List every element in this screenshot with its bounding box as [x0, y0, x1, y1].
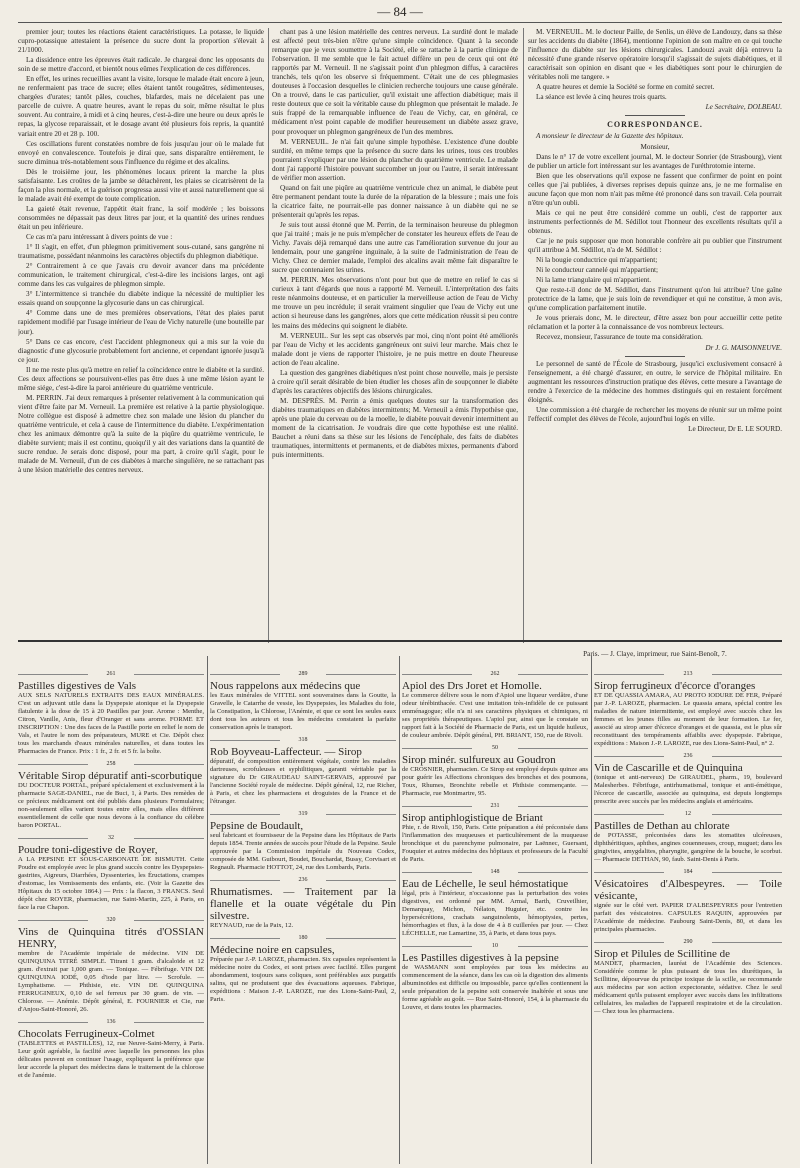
ad-number: 319 [210, 810, 396, 818]
section-rule [625, 356, 685, 357]
ad-number: 261 [18, 670, 204, 678]
ads-column-3 [402, 668, 588, 1164]
ad-body: Le commerce délivre sous le nom d'Apiol une liqueur verdâtre, d'une odeur térébinthacée. C'est une imitation très-infidèle de ce puissant emménagogue; elle n'a ni ses caractères physiques et chimiques, ni ses propriétés thérapeutiques. L'apiol pur, ainsi que le constate un rapport fait à la Société de Pharmacie de Paris, est un liquide huileux, de couleur ambrée. Dépôt général, PH. BRIANT, 150, rue de Rivoli. [402, 692, 588, 739]
advertisement [402, 802, 588, 864]
ad-title: Pastilles digestives de Vals [18, 680, 137, 692]
ad-number: 231 [402, 802, 588, 810]
ad-title: Médecine noire en capsules, [210, 944, 335, 956]
advertisement [18, 1018, 204, 1080]
advertisement [210, 876, 396, 930]
paragraph: 5° Dans ce cas encore, c'est l'accident phlegmoneux qui a mis sur la voie du diagnostic d'une glycosurie probablement fort ancienne, et cependant ignorée jusqu'à ce jour. [18, 337, 264, 364]
article-column-1 [18, 28, 264, 648]
advertisement [210, 810, 396, 872]
column-divider [523, 28, 524, 643]
section-rule [625, 115, 685, 116]
letter-intro: A monsieur le directeur de la Gazette des hôpitaux. [536, 132, 684, 141]
ad-number: 213 [594, 670, 782, 678]
column-divider [268, 28, 269, 643]
ad-number: 236 [210, 876, 396, 884]
ad-title: Sirop ferrugineux d'écorce d'oranges [594, 680, 756, 692]
ad-title: Vins de Quinquina titrés d'OSSIAN HENRY, [18, 926, 204, 950]
ad-title: Sirop minér. sulfureux au Goudron [402, 754, 556, 766]
letter-signature: Dr J. G. MAISONNEUVE. [705, 343, 782, 352]
ad-number: 136 [18, 1018, 204, 1026]
ad-title: Chocolats Ferrugineux-Colmet [18, 1028, 155, 1040]
ad-body: REYNAUD, rue de la Paix, 12. [210, 922, 294, 929]
ad-title: Véritable Sirop dépuratif anti-scorbutique [18, 770, 203, 782]
paragraph: Ces oscillations furent constatées nombre de fois jusqu'au jour où le malade fut envoyé en convalescence. Toutefois je dirai que, sans disparaître entièrement, le sucre diminua très-notablement sous l'influence du régime et des alcalins. [18, 139, 264, 166]
ad-body: (tonique et anti-nerveux) De GIRAUDEL, pharm., 19, boulevard Malesherbes. Fébrifuge, antirhumatismal, tonique et anti-émétique, l'écorce de cascarille, associée au quinquina, est depuis longtemps prescrite avec succès par les médecins anglais et américains. [594, 774, 782, 805]
paragraph: A quatre heures et demie la Société se forme en comité secret. [536, 83, 715, 92]
paragraph: Le personnel de santé de l'École de Strasbourg, jusqu'ici exclusivement consacré à l'enseignement, a été chargé d'assurer, en outre, le service de l'hôpital militaire. En augmentant les ressources d'instruction pratique des élèves, cette mesure a l'avantage de rendre à l'exercice de la médecine des hommes distingués qui en restaient forcément éloignés. [528, 359, 782, 404]
ad-body: MANDET, pharmacien, lauréat de l'Académie des Sciences. Considérée comme le plus puissant de tous les diurétiques, la Scillitine, dépourvue du principe toxique de la scille, se recommande aux médecins par son action expectorante, sédative. Chez le seul médicament qu'ils puissent employer avec succès dans les infiltrations cellulaires, les maladies de l'appareil respiratoire et de la circulation. — Chez tous les pharmaciens. [594, 960, 782, 1015]
paragraph: Que reste-t-il donc de M. Sédillot, dans l'instrument qu'on lui attribue? Une gaîne protectrice de la lame, que je suis loin de revendiquer et qui ne constitue, à mon avis, qu'une complication parfaitement inutile. [528, 286, 782, 313]
ad-body: AUX SELS NATURELS EXTRAITS DES EAUX MINÉRALES. C'est un adjuvant utile dans la Dyspepsie atonique et la Dyspepsie flatulente à la dose de 15 à 20 Pastilles par jour. Arome : Menthe, Citron, Vanille, Anis, fleur d'Oranger et sans arome. FORME ET INSCRIPTION : Une des faces de la Pastille porte en relief le nom de Vals, et l'autre le nom des préparateurs, MURE et Cie. Dépôt chez tous les marchands d'eaux minérales naturelles, et dans toutes les Pharmacies de France. Prix : 1 fr., 2 fr. et 5 fr. la boîte. [18, 692, 204, 755]
paragraph: M. PERRIN. J'ai deux remarques à présenter relativement à la communication qui vient d'être faite par M. Verneuil. La première est relative à la partie physiologique. Notre collègue est disposé à admettre chez son malade une lésion du plancher du quatrième ventricule, et cela à cause de l'intermittence du diabète. L'expérimentation chez les animaux démontre qu'à la suite de la piqûre du quatrième ventricule, le diabète survient; mais il est continu, quoiqu'il y ait des variations dans la quantité de sucre rendue. Je serais donc disposé, pour ma part, à croire qu'il s'agit, pour le malade de M. Verneuil, d'un de ces diabètes à marche singulière, ne se rattachant pas à une lésion matérielle des centres nerveux. [18, 393, 264, 475]
ad-number: 290 [594, 938, 782, 946]
ad-body: de CROSNIER, pharmacien. Ce Sirop est employé depuis quinze ans pour guérir les Affections chroniques des bronches et des poumons, Toux, Rhumes, Bronchite rebelle et Phthisie commençante. — Pharmacie, rue Montmartre, 95. [402, 766, 588, 797]
paragraph: chant pas à une lésion matérielle des centres nerveux. La surdité dont le malade est affecté peut très-bien n'être qu'une simple coïncidence. Quant à la seconde remarque que je veux soumettre à la Société, elle se rattache à la partie clinique de l'observation. Il me semble que le fait actuel diffère un peu de ceux qui ont été rapportés par M. Verneuil. Il ne s'agissait point d'un phlegmon diffus, à caractères tranchés, tels qu'on les observe si fréquemment. C'était une de ces phlegmasies douteuses à l'occasion desquelles le clinicien recherche toujours une cause générale. On a trouvé, dans le cas particulier, qu'il existait une affection diabétique; mais il reste douteux que ce soit la véritable cause du phlegmon que présentait le malade. Je suis frappé de la remarquable influence de l'eau de Vichy, car, en général, ce médicament n'est point capable de modifier heureusement un diabète assez grave, pour provoquer un phlegmon gangréneux de l'un des membres. [272, 28, 518, 136]
ad-number: 236 [594, 752, 782, 760]
ads-column-4 [594, 668, 782, 1164]
paragraph: Dès le troisième jour, les phénomènes locaux prirent la marche la plus satisfaisante. Les croûtes de la jambe se détachèrent, les plaies se cicatrisèrent de la façon la plus normale, et la guérison progressa aussi vite et aussi naturellement que si le malade avait été exempt de toute complication. [18, 167, 264, 203]
advertisement [18, 834, 204, 912]
ad-number: 148 [402, 868, 588, 876]
paragraph: M. PERRIN. Mes observations n'ont pour but que de mettre en relief le cas si curieux à tant d'égards que nous a rapporté M. Verneuil. L'interprétation des faits reste néanmoins douteuse, et en particulier la merveilleuse action de l'eau de Vichy me trouve un peu incrédule; il serait vraiment singulier que l'eau de Vichy eut une action si heureuse dans les gangrènes, alors que cette médication réussit si peu contre les mains des médecins qui soignent le diabète. [272, 276, 518, 330]
ad-body: seul fabricant et fournisseur de la Pepsine dans les Hôpitaux de Paris depuis 1854. Trente années de succès pour l'étude de la Pepsine. Seule approuvée par la Commission impériale du Nouveau Codex, composée de MM. Guibourt, Boudet, Bouchardat, Bussy, Corvisart et Regnault. Pharmacie HOTTOT, 24, rue des Lombards, Paris. [210, 832, 396, 871]
paragraph: Je suis tout aussi étonné que M. Perrin, de la terminaison heureuse du phlegmon que j'ai traité ; mais je ne puis m'empêcher de constater les heureux effets de l'eau de Vichy. J'avais déjà remarqué dans une autre cas l'amélioration survenue du jour au lendemain, pour une gangrène inguinale, à la suite de l'administration de l'eau de Vichy. Chez ce dernier malade, l'emploi des alcalins avait même fait disparaître le sucre que contenaient les urines. [272, 220, 518, 275]
ad-body: de WASMANN sont employées par tous les médecins au commencement de la séance, dans les cas où la digestion des aliments albuminoïdes est difficile ou impossible, parce qu'elles contiennent la seule préparation de la pepsine soit conservée inaltérée et sous une forme agréable au goût. — Rue Saint-Honoré, 154, à la pharmacie du Louvre, et dans toutes les pharmacies. [402, 964, 588, 1011]
ad-title: Pepsine de Boudault, [210, 820, 304, 832]
paragraph: Car je ne puis supposer que mon honorable confrère ait pu oublier que l'instrument qu'il attribue à M. Sédillot, n'a de M. Sédillot : [528, 236, 782, 255]
paragraph: Ce cas m'a paru intéressant à divers points de vue : [26, 233, 173, 242]
ad-number: 184 [594, 868, 782, 876]
advertisement [210, 934, 396, 1004]
ad-title: Sirop et Pilules de Scillitine de [594, 948, 730, 960]
advertisement [594, 670, 782, 748]
paragraph: Ni la bougie conductrice qui m'appartient; [536, 256, 658, 265]
ad-body: de POTASSE, préconisées dans les stomatites ulcéreuses, diphthéritiques, aphthes, angines couenneuses, croup, muguet; dans les gingivites, amygdalites, pharyngite, gangrène de la bouche, le scorbut. — Pharmacie DETHAN, 90, faub. Saint-Denis à Paris. [594, 832, 782, 863]
ad-title: Rhumatismes. — Traitement par la flanelle et la ouate végétale du Pin silvestre. [210, 886, 396, 922]
column-divider [399, 656, 400, 1164]
advertisement [402, 670, 588, 740]
ads-column-1 [18, 668, 204, 1164]
ad-number: 320 [18, 916, 204, 924]
ad-body: ET DE QUASSIA AMARA, AU PROTO IODURE DE FER, Préparé par J.-P. LAROZE, pharmacien. Le quassia amara, spécial contre les maladies de nature intermittente, est employé avec succès chez les femmes et les jeunes filles au moment de leur formation. Le fer, associé au sirop amer d'écorce d'oranges et de quassia, est le plus sûr reconstituant des tempéraments affaiblis avec dyspepsie. Fabrique, expéditions : Maison J.-P. LAROZE, rue des Lions-Saint-Paul, n° 2. [594, 692, 782, 747]
ad-body: les Eaux minérales de VITTEL sont souveraines dans la Goutte, la Gravelle, le Catarrhe de vessie, les Dyspepsies, les Maladies du foie, la Constipation, la Chlorose, l'Anémie, et que ce sont les seules eaux dont tous les auteurs et tous les médecins constatent la parfaite conservation après le transport. [210, 692, 396, 731]
printer-line: Paris. — J. Claye, imprimeur, rue Saint-Benoît, 7. [583, 650, 727, 658]
paragraph: M. VERNEUIL. M. le docteur Paille, de Senlis, un élève de Landouzy, dans sa thèse sur les accidents du diabète (1864), mentionne l'opinion de son maître en ce qui touche l'influence du diabète sur les lésions chirurgicales. Landouzi avait déjà entrevu la nécessité d'une grande réserve opératoire lorsqu'il s'agissait de sujets diabétiques, et il caractérisait son opinion en disant que « les diabétiques sont pour le chirurgien de véritables noli me tangere. » [528, 28, 782, 82]
paragraph: Il ne me reste plus qu'à mettre en relief la coïncidence entre le diabète et la surdité. Ces deux affections se poursuivent-elles pas être dues à une même lésion ayant le même siége, c'est-à-dire la paroi antérieure du quatrième ventricule. [18, 365, 264, 392]
ad-number: 12 [594, 810, 782, 818]
header-rule [18, 22, 782, 23]
advertisement [594, 938, 782, 1016]
ad-body: (TABLETTES et PASTILLES), 12, rue Neuve-Saint-Merry, à Paris. Leur goût agréable, la facilité avec laquelle les personnes les plus délicates peuvent en continuer l'usage, expliquent la préférence que leur accorde la plupart des médecins dans le traitement de la chlorose et de l'anémie. [18, 1040, 204, 1079]
paragraph: Recevez, monsieur, l'assurance de toute ma considération. [536, 333, 703, 342]
section-title: CORRESPONDANCE. [607, 120, 703, 130]
paragraph: Bien que les observations qu'il expose ne fassent que confirmer de point en point celles que j'ai publiées, à diverses reprises depuis quinze ans, je ne me formalise en aucune façon que mon nom n'ait pas même été prononcé dans son travail. Cela pourrait n'être qu'un oubli. [528, 171, 782, 207]
ad-title: Rob Boyveau-Laffecteur. — Sirop [210, 746, 362, 758]
ad-title: Pastilles de Dethan au chlorate [594, 820, 730, 832]
ad-body: DU DOCTEUR PORTAL, préparé spécialement et exclusivement à la pharmacie SAGE-DANIEL, rue de Buci, 1, à Paris. Des remèdes de ce précieux médicament ont été publiés dans plusieurs Formulaires; non-seulement elles varient toutes entre elles, mais elles diffèrent essentiellement de celle que nous devons à la confiance du célèbre baron PORTAL. [18, 782, 204, 829]
paragraph: 2° Contrairement à ce que j'avais cru devoir avancer dans ma précédente communication, le traitement chirurgical, c'est-à-dire les incisions larges, ont agi comme dans les cas vulgaires de phlegmon simple. [18, 262, 264, 289]
ad-title: Poudre toni-digestive de Royer, [18, 844, 158, 856]
paragraph: Dans le n° 17 de votre excellent journal, M. le docteur Sonrier (de Strasbourg), vient de publier un article fort intéressant sur les avantages de l'uréthrotomie interne. [528, 152, 782, 170]
column-divider [591, 656, 592, 1164]
ad-body: membre de l'Académie impériale de médecine. VIN DE QUINQUINA TITRÉ SIMPLE. Titrant 1 gram. d'alcaloïde et 12 gram. d'extrait par 1,000 gram. — Tonique. — Fébrifuge. VIN DE QUINQUINA IODÉ, 0,05 d'iode par litre. — Scrofule. — Lymphatisme. — Phthisie, etc. VIN DE QUINQUINA FERRUGINEUX, 0,10 de sel ferreux par 30 gram. de vin. — Chlorose. — Anémie. Dépôt général, E. FOURNIER et Cie, rue d'Anjou-Saint-Honoré, 26. [18, 950, 204, 1013]
ads-column-2 [210, 668, 396, 1164]
paragraph: Ni le conducteur cannelé qui m'appartient; [536, 266, 659, 275]
advertisement [402, 868, 588, 938]
paragraph: La gaieté était revenue, l'appétit était franc, la soif modérée ; les boissons consommées ne dépassait pas deux litres par jour, et la quantité des urines rendues était un peu inférieure. [18, 204, 264, 231]
director-signature: Le Directeur, Dr E. LE SOURD. [688, 424, 782, 433]
paragraph: 4° Comme dans une de mes premières observations, l'état des plaies parut rapidement modifié par l'usage intérieur de l'eau de Vichy naturelle (une bouteille par jour). [18, 309, 264, 336]
page-number: — 84 — [377, 4, 423, 19]
ad-title: Vésicatoires d'Albespeyres. — Toile vésicante, [594, 878, 782, 902]
paragraph: Je vous prierais donc, M. le directeur, d'être assez bon pour accueillir cette petite réclamation et la porter à la connaissance de vos nombreux lecteurs. [528, 314, 782, 332]
paragraph: M. DESPRÈS. M. Perrin a émis quelques doutes sur la transformation des diabètes traumatiques en diabètes intermittents; M. Verneuil a émis l'hypothèse que, après une plaie du cerveau ou de la moelle, le diabète pouvait devenir intermittent au moment de la cicatrisation. Je voudrais dire que cette hypothèse est une réalité. Bauchet a réuni dans sa thèse sur les lésions de l'encéphale, des faits de diabètes traumatiques, intermittents et permanents, et de diabètes mixtes, permanents d'abord puis intermittents. [272, 396, 518, 460]
ad-number: 318 [210, 736, 396, 744]
paragraph: La dissidence entre les épreuves était radicale. Je chargeai donc les opposants du soin de se mettre d'accord, et bientôt nous eûmes l'explication de ces différences. [18, 56, 264, 74]
ad-number: 289 [210, 670, 396, 678]
ad-number: 262 [402, 670, 588, 678]
advertisement [210, 736, 396, 806]
paragraph: 1° Il s'agit, en effet, d'un phlegmon primitivement sous-cutané, sans gangrène ni traumatisme, possédant néanmoins les caractères objectifs du phlegmon diabétique. [18, 243, 264, 261]
ad-body: Phie, r. de Rivoli, 150, Paris. Cette préparation a été préconisée dans l'inflammation des muqueuses et particulièrement de la muqueuse bronchique et du parenchyme pulmonaire, par Laënnec, Guersant, Fouquier et autres médecins des hôpitaux et professeurs de la Faculté de Paris. [402, 824, 588, 863]
article-column-3 [528, 28, 782, 648]
paragraph: La séance est levée à cinq heures trois quarts. [536, 93, 667, 102]
advertisement [402, 942, 588, 1012]
ad-number: 258 [18, 760, 204, 768]
ad-title: Vin de Cascarille et de Quinquina [594, 762, 743, 774]
paragraph: Quand on fait une piqûre au quatrième ventricule chez un animal, le diabète peut être permanent pendant toute la durée de la réparation de la blessure ; mais une fois la cicatrice faite, ne pourrait-elle pas donner naissance à un diabète qui ne se présenterait qu'après les repas. [272, 183, 518, 219]
advertisement [402, 744, 588, 798]
paragraph: Mais ce qui ne peut être considéré comme un oubli, c'est de rapporter aux instruments perfectionnés de M. Sédillot tout l'honneur des excellents résultats qu'il a obtenus. [528, 208, 782, 235]
advertisement [18, 760, 204, 830]
ad-title: Apiol des Drs Joret et Homolle. [402, 680, 542, 692]
paragraph: M. VERNEUIL. Sur les sept cas observés par moi, cinq n'ont point été améliorés par l'eau de Vichy et les accidents gangréneux ont suivi leur marche. Mais chez le malade dont je viens de rapporter l'histoire, je ne puis mettre en doute l'heureuse action de l'eau alcaline. [272, 331, 518, 367]
ad-title: Nous rappelons aux médecins que [210, 680, 361, 692]
ad-title: Les Pastilles digestives à la pepsine [402, 952, 559, 964]
ad-title: Eau de Léchelle, le seul hémostatique [402, 878, 569, 890]
ad-body: A LA PEPSINE ET SOUS-CARBONATE DE BISMUTH. Cette Poudre est employée avec le plus grand succès contre les Dyspepsies-gastrites, Aigreurs, Diarrhées, Dyssenteries, les Éructations, crampes d'estomac, les Vomissements des enfants, etc. (Voir la Gazette des Hôpitaux du 15 octobre 1864.) — Prix : la flacon, 3 FRANCS. Seul dépôt chez ROYER, pharmacien, rue Saint-Martin, 225, à Paris, en face la rue Chapon. [18, 856, 204, 911]
ad-number: 10 [402, 942, 588, 950]
letter-salutation: Monsieur, [640, 142, 670, 151]
ad-number: 50 [402, 744, 588, 752]
ad-body: légal, pris à l'intérieur, n'occasionne pas la perturbation des voies digestives, est ordonné par MM. Armal, Barth, Cruveilhier, Demarquay, Michon, Nélaton, Huguier, etc. contre les hypersécrétions, crachats sanguinolents, hémoptysies, pertes, hémorrhagies et flux, à la dose de 4 à 8 cuillerées par jour. — Chez LÉCHELLE, rue Lamartine, 35, à Paris, et dans tous pays. [402, 890, 588, 937]
advertisement [210, 670, 396, 732]
ad-body: dépuratif, de composition entièrement végétale, contre les maladies dartreuses, scrofuleuses et syphilitiques, garanti véritable par la signature du Dr GIRAUDEAU SAINT-GERVAIS, approuvé par l'ancienne Société royale de médecine. Dépôt général, 12, rue Richer, à Paris, et chez les pharmaciens et droguistes de la France et de l'étranger. [210, 758, 396, 805]
advertisement [594, 752, 782, 806]
ad-body: Préparée par J.-P. LAROZE, pharmacien. Six capsules représentent la médecine noire du Codex, et sont prises avec facilité. Elles purgent abondamment, toujours sans coliques, sont préférables aux purgatifs salins, qui ne produisent que des évacuations aqueuses. Fabrique, expéditions : Maison J.-P. LAROZE, rue des Lions-Saint-Paul, 2, Paris. [210, 956, 396, 1003]
advertisement [594, 810, 782, 864]
paragraph: 3° L'intermittence si tranchée du diabète indique la nécessité de multiplier les essais quand on soupçonne la glycosurie dans un cas chirurgical. [18, 290, 264, 308]
ads-separator [18, 640, 782, 642]
secretary-signature: Le Secrétaire, DOLBEAU. [705, 103, 782, 112]
article-column-2 [272, 28, 518, 648]
paragraph: Ni la lame triangulaire qui m'appartient. [536, 276, 652, 285]
paragraph: En effet, les urines recueillies avant la visite, lorsque le malade était encore à jeun, ne renfermaient pas trace de sucre; elles étaient tantôt rougeâtres, sédimenteuses, chargées d'urates; tantôt pâles, couches, blafardes, mais ne décelaient pas une parcelle de cuivre. A quatre heures, avant le repas du soir, même résultat le plus souvent. Au contraire, à midi et à cinq heures, c'est-à-dire une heure ou deux après le repas, la glycose reparaissait, et le dosage avant été plusieurs fois repris, la quantité variait entre 20 et 28 p. 100. [18, 75, 264, 138]
ad-body: signée sur le côté vert. PAPIER D'ALBESPEYRES pour l'entretien parfait des vésicatoires. CAPSULES RAQUIN, approuvées par l'Académie de médecine. Faubourg Saint-Denis, 80, et dans les principales pharmacies. [594, 902, 782, 933]
advertisement [594, 868, 782, 934]
paragraph: M. VERNEUIL. Je n'ai fait qu'une simple hypothèse. L'existence d'une double surdité, en même temps que la présence du sucre dans les urines, tous ces troubles pourraient s'expliquer par une lésion du plancher du quatrième ventricule. Le malade dont j'ai rapporté l'histoire pouvant succomber un jour ou l'autre, il serait intéressant de vérifier mon assertion. [272, 137, 518, 182]
ad-title: Sirop antiphlogistique de Briant [402, 812, 543, 824]
paragraph: Une commission a été chargée de rechercher les moyens de réunir sur un même point l'effectif complet des élèves de l'école, aujourd'hui logés en ville. [528, 405, 782, 423]
advertisement [18, 916, 204, 1014]
column-divider [207, 656, 208, 1164]
paragraph: premier jour; toutes les réactions étaient caractéristiques. La potasse, le liquide cupro-potassique attestaient la présence du sucre dont la proportion s'élevait à 21/1000. [18, 28, 264, 55]
paragraph: La question des gangrènes diabétiques n'est point chose nouvelle, mais je persiste à croire qu'il serait désirable de bien étudier les choses afin de soupçonner le diabète d'après les caractères objectifs des lésions chirurgicales. [272, 368, 518, 395]
ad-number: 180 [210, 934, 396, 942]
ad-number: 32 [18, 834, 204, 842]
advertisement [18, 670, 204, 756]
